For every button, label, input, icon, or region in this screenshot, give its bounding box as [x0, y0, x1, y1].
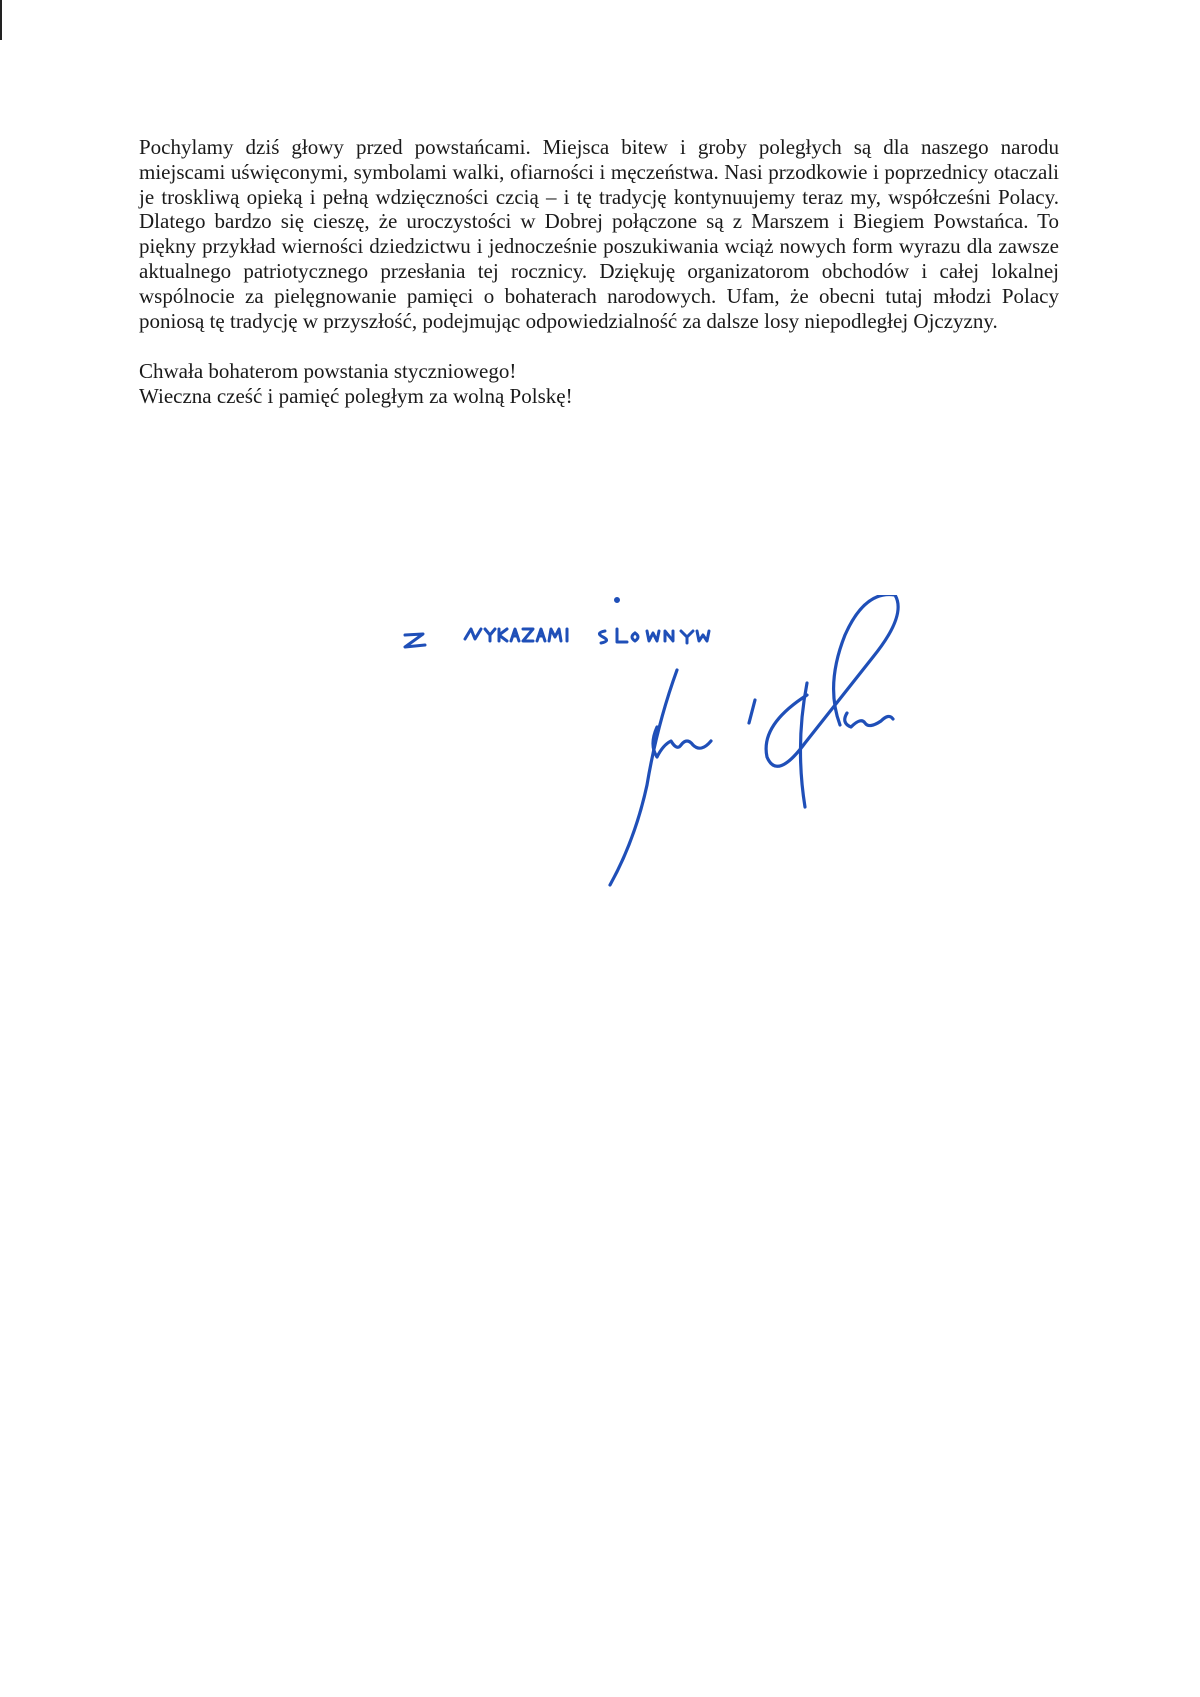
handwritten-signature [395, 595, 1015, 905]
scan-edge-line [0, 0, 2, 40]
signature-block [395, 595, 1015, 905]
handwritten-greeting-strokes [405, 599, 709, 648]
closing-salutation [139, 359, 1059, 409]
letter-body [139, 135, 1059, 409]
signature-scrawl [610, 595, 898, 885]
closing-line-1: Chwała bohaterom powstania styczniowego! [139, 359, 517, 384]
closing-line-2: Wieczna cześć i pamięć poległym za wolną Polskę! [139, 384, 573, 409]
body-paragraph: Pochylamy dziś głowy przed powstańcami. Miejsca bitew i groby poległych są dla naszego narodu miejscami uświęconymi, symbolami walki, ofiarności i męczeństwa. Nasi przodkowie i poprzednicy otaczali je troskliwą opieką i pełną wdzięczności czcią – i tę tradycję kontynuujemy teraz my, współcześni Polacy. Dlatego bardzo się cieszę, że uroczystości w Dobrej połączone są z Marszem i Biegiem Powstańca. To piękny przykład wierności dziedzictwu i jednocześnie poszukiwania wciąż nowych form wyrazu dla zawsze aktualnego patriotycznego przesłania tej rocznicy. Dziękuję organizatorom obchodów i całej lokalnej wspólnocie za pielęgnowanie pamięci o bohaterach narodowych. Ufam, że obecni tutaj młodzi Polacy poniosą tę tradycję w przyszłość, podejmując odpowiedzialność za dalsze losy niepodległej Ojczyzny. [139, 135, 1059, 333]
